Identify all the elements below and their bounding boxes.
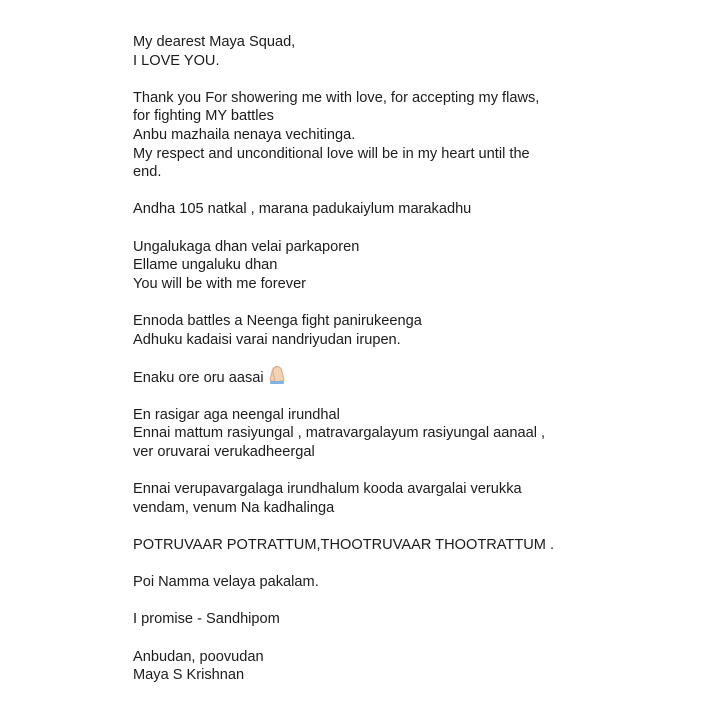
forever-line: You will be with me forever <box>133 275 307 292</box>
days-paragraph <box>133 200 693 219</box>
fans-line: ver oruvarai verukadheergal <box>133 444 315 461</box>
greeting-line: I LOVE YOU. <box>133 52 220 69</box>
work-paragraph <box>133 573 693 592</box>
thanks-line: for fighting MY battles <box>133 108 274 125</box>
thanks-line: My respect and unconditional love will be in my heart until the <box>133 145 530 162</box>
fans-line: En rasigar aga neengal irundhal <box>133 406 340 423</box>
signature: Maya S Krishnan <box>133 667 245 684</box>
thanks-line: Anbu mazhaila nenaya vechitinga. <box>133 126 356 143</box>
motto-paragraph <box>133 536 693 555</box>
haters-line: Ennai verupavargalaga irundhalum kooda avargalai verukka <box>133 481 522 498</box>
promise-line: I promise - Sandhipom <box>133 611 280 628</box>
haters-line: vendam, venum Na kadhalinga <box>133 499 335 516</box>
wish-line <box>133 368 693 388</box>
thanks-line: end. <box>133 164 162 181</box>
battles-line: Adhuku kadaisi varai nandriyudan irupen. <box>133 331 401 348</box>
forever-line: Ungalukaga dhan velai parkaporen <box>133 238 360 255</box>
note-body <box>133 33 693 703</box>
wish-paragraph <box>133 368 693 388</box>
signoff-paragraph <box>133 648 693 685</box>
folded-hands-icon <box>268 368 286 384</box>
greeting-paragraph <box>133 33 693 70</box>
promise-paragraph <box>133 610 693 629</box>
battles-paragraph <box>133 312 693 349</box>
motto-line: POTRUVAAR POTRATTUM,THOOTRUVAAR THOOTRATTUM . <box>133 537 555 554</box>
forever-line: Ellame ungaluku dhan <box>133 257 278 274</box>
battles-line: Ennoda battles a Neenga fight panirukeenga <box>133 312 422 329</box>
thanks-line: Thank you For showering me with love, for accepting my flaws, <box>133 89 540 106</box>
fans-paragraph <box>133 406 693 462</box>
wish-text: Enaku ore oru aasai <box>133 369 264 386</box>
signoff-line: Anbudan, poovudan <box>133 648 264 665</box>
fans-line: Ennai mattum rasiyungal , matravargalayum rasiyungal aanaal , <box>133 425 546 442</box>
work-line: Poi Namma velaya pakalam. <box>133 574 319 591</box>
haters-paragraph <box>133 480 693 517</box>
days-line: Andha 105 natkal , marana padukaiylum marakadhu <box>133 201 472 218</box>
greeting-line: My dearest Maya Squad, <box>133 34 296 50</box>
thanks-paragraph <box>133 89 693 182</box>
forever-paragraph <box>133 238 693 294</box>
